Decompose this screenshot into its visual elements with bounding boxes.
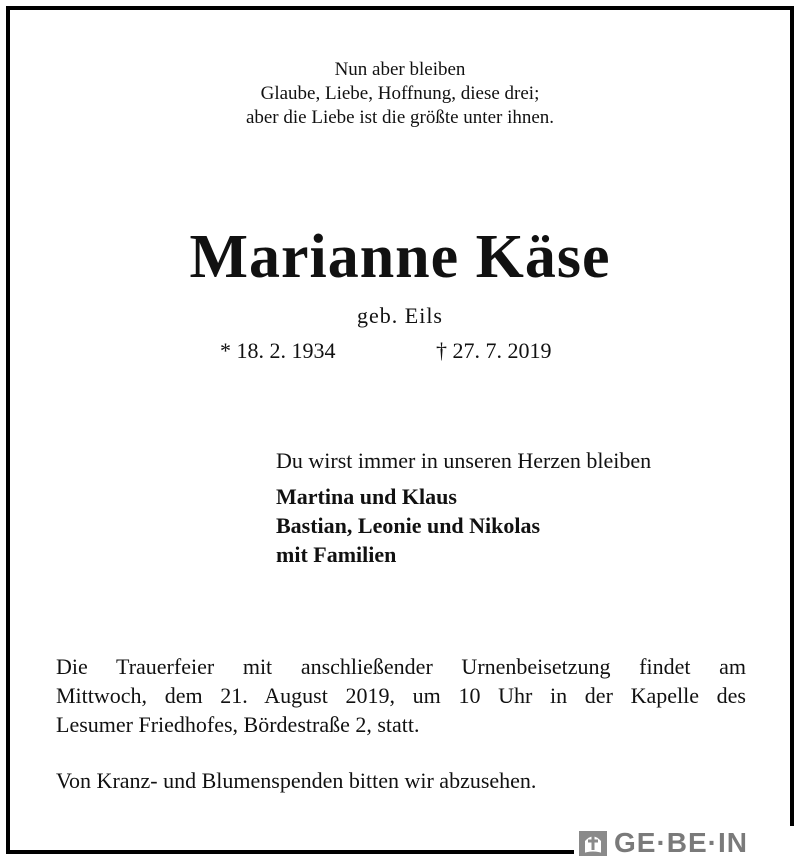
- flower-request: Von Kranz- und Blumenspenden bitten wir abzusehen.: [56, 768, 537, 793]
- gebein-logo: [574, 826, 794, 860]
- notice-line: Die Trauerfeier mit anschließender Urnenbeisetzung findet am: [56, 654, 746, 679]
- verse-line: Nun aber bleiben: [334, 59, 466, 80]
- verse-line: aber die Liebe ist die größte unter ihnen.: [245, 107, 555, 128]
- notice-line: Mittwoch, dem 21. August 2019, um 10 Uhr in der Kapelle des: [56, 683, 746, 708]
- deceased-name: Marianne Käse: [189, 223, 611, 291]
- death-date: † 27. 7. 2019: [436, 338, 552, 363]
- mourner-name: mit Familien: [276, 542, 397, 567]
- mourner-name: Martina und Klaus: [276, 484, 457, 509]
- logo-text: GE·BE·IN: [614, 827, 748, 858]
- mourner-name: Bastian, Leonie und Nikolas: [276, 513, 541, 538]
- gebein-logo-icon: [578, 828, 608, 858]
- mourners-block: [276, 446, 651, 569]
- bible-verse: [0, 58, 800, 130]
- mourners-intro: Du wirst immer in unseren Herzen bleiben: [276, 448, 652, 473]
- funeral-notice: [56, 652, 746, 739]
- birth-name: geb. Eils: [357, 303, 443, 328]
- verse-line: Glaube, Liebe, Hoffnung, diese drei;: [260, 83, 540, 104]
- birth-date: * 18. 2. 1934: [220, 338, 336, 363]
- notice-line: Lesumer Friedhofes, Bördestraße 2, statt.: [56, 712, 420, 737]
